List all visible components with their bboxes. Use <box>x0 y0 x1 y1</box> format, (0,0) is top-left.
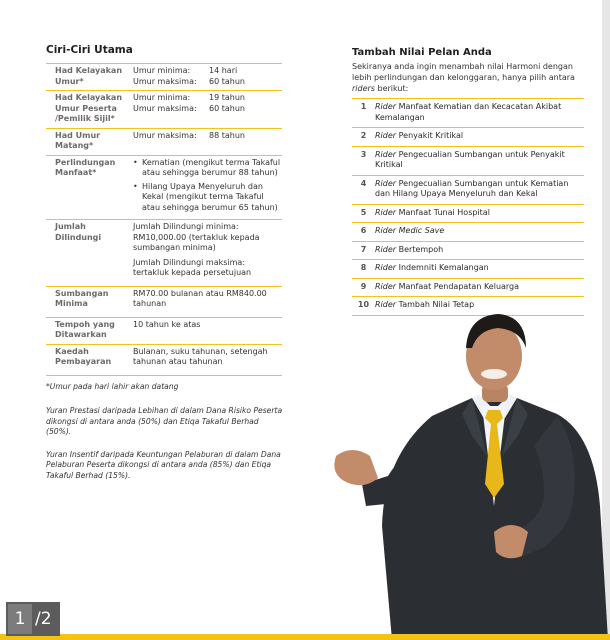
rider-number: 10 <box>357 300 370 309</box>
feature-label: Sumbangan Minima <box>55 288 109 308</box>
feature-label: Jumlah Dilindungi <box>55 222 102 242</box>
rider-text <box>375 208 490 219</box>
feature-key-value: 60 tahun <box>209 103 245 113</box>
feature-label: Perlindungan Manfaat* <box>55 157 116 177</box>
rider-word: Rider <box>375 131 397 140</box>
rider-text <box>375 245 443 256</box>
rider-item <box>352 99 584 128</box>
feature-value <box>133 91 282 129</box>
rider-number: 4 <box>360 178 367 188</box>
rider-text <box>375 150 584 171</box>
riders-intro-end: berikut: <box>374 84 409 93</box>
rider-number: 6 <box>360 226 367 235</box>
feature-key: Umur minima: <box>133 66 191 75</box>
rider-text <box>375 131 463 142</box>
rider-description: Manfaat Pendapatan Keluarga <box>398 281 520 291</box>
feature-key-value: 60 tahun <box>209 76 245 86</box>
feature-value <box>133 317 282 344</box>
feature-paragraph: 10 tahun ke atas <box>133 319 201 329</box>
rider-word: Rider <box>375 149 397 159</box>
rider-number: 8 <box>360 263 367 272</box>
feature-row <box>46 344 282 375</box>
features-section <box>46 44 282 493</box>
feature-paragraph: RM70.00 bulanan atau RM840.00 tahunan <box>133 288 267 308</box>
rider-item <box>352 279 584 298</box>
feature-key-value: 88 tahun <box>209 130 245 140</box>
feature-value <box>133 220 282 287</box>
rider-word: Rider <box>375 263 397 272</box>
rider-item <box>352 223 584 242</box>
feature-label: Had Kelayakan Umur Peserta /Pemilik Sijil* <box>55 93 123 123</box>
rider-item <box>352 205 584 224</box>
age-footnote: *Umur pada hari lahir akan datang <box>46 381 179 391</box>
rider-number: 7 <box>360 244 367 254</box>
current-page[interactable]: 1 <box>8 604 32 634</box>
rider-description: Pengecualian Sumbangan untuk Kematian dan Hilang Upaya Menyeluruh dan Kekal <box>375 178 569 198</box>
riders-intro-text: Sekiranya anda ingin menambah nilai Harmoni dengan lebih perlindungan dan kelonggaran, hanya pilih antara <box>352 62 575 82</box>
rider-word: Rider <box>375 281 397 291</box>
notes <box>46 382 284 482</box>
feature-paragraph: Bulanan, suku tahunan, setengah tahunan atau tahunan <box>133 346 268 366</box>
rider-text <box>375 102 584 123</box>
feature-row <box>46 286 282 317</box>
rider-number: 5 <box>360 207 367 217</box>
riders-intro-emphasis: riders <box>352 84 375 93</box>
rider-description: Bertempoh <box>398 244 444 254</box>
page-indicator[interactable] <box>6 602 60 636</box>
riders-title: Tambah Nilai Pelan Anda <box>352 47 492 58</box>
feature-bullet: • Kematian (mengikut terma Takaful atau sehingga berumur 88 tahun) <box>133 158 282 179</box>
feature-key-value: 19 tahun <box>209 93 245 102</box>
features-table <box>46 63 282 376</box>
feature-value <box>133 128 282 155</box>
feature-paragraph: Jumlah Dilindungi maksima: tertakluk kepada persetujuan <box>133 257 252 277</box>
feature-label: Kaedah Pembayaran <box>55 346 112 366</box>
rider-item <box>352 147 584 176</box>
feature-key: Umur minima: <box>133 93 191 102</box>
rider-item <box>352 128 584 147</box>
feature-row <box>46 220 282 287</box>
rider-text <box>375 179 584 200</box>
rider-text <box>375 282 519 293</box>
feature-value <box>133 344 282 375</box>
feature-row <box>46 128 282 155</box>
feature-row <box>46 155 282 220</box>
feature-label: Tempoh yang Ditawarkan <box>55 319 115 339</box>
rider-list <box>352 98 584 316</box>
rider-number: 2 <box>360 131 367 140</box>
rider-item <box>352 260 584 279</box>
rider-number: 9 <box>360 281 367 291</box>
feature-kv <box>133 131 282 142</box>
feature-label: Had Kelayakan Umur* <box>55 66 123 86</box>
rider-word: Rider <box>375 102 397 111</box>
feature-kv <box>133 104 282 115</box>
performance-fee-note: Yuran Prestasi daripada Lebihan di dalam Dana Risiko Peserta dikongsi di antara anda (50%) dan Etiqa Takaful Berhad (50%). <box>46 406 283 436</box>
rider-item <box>352 176 584 205</box>
feature-row <box>46 64 282 91</box>
feature-row <box>46 317 282 344</box>
feature-value <box>133 286 282 317</box>
rider-item <box>352 242 584 261</box>
feature-label: Had Umur Matang* <box>55 130 101 150</box>
feature-kv <box>133 93 282 104</box>
feature-value <box>133 155 282 220</box>
feature-row <box>46 91 282 129</box>
rider-word: Rider <box>375 244 397 254</box>
riders-section <box>352 47 584 316</box>
rider-text <box>375 263 489 274</box>
feature-bullet: • Hilang Upaya Menyeluruh dan Kekal (mengikut terma Takaful atau sehingga berumur 65 tahun) <box>133 182 282 214</box>
feature-paragraph: Jumlah Dilindungi minima: RM10,000.00 (tertakluk kepada sumbangan minima) <box>133 222 260 252</box>
rider-word: Rider <box>375 207 397 217</box>
feature-value <box>133 64 282 91</box>
feature-key: Umur maksima: <box>133 76 197 86</box>
rider-description: Manfaat Tunai Hospital <box>398 207 490 217</box>
feature-key-value: 14 hari <box>209 66 238 75</box>
rider-text <box>375 226 444 237</box>
rider-description: Manfaat Kematian dan Kecacatan Akibat Kemalangan <box>375 102 562 122</box>
rider-word: Rider <box>375 178 397 188</box>
rider-description: Penyakit Kritikal <box>398 131 464 140</box>
feature-key: Umur maksima: <box>133 103 197 113</box>
feature-kv <box>133 77 282 88</box>
rider-number: 1 <box>360 102 367 111</box>
feature-key: Umur maksima: <box>133 130 197 140</box>
riders-intro <box>352 61 584 94</box>
features-title: Ciri-Ciri Utama <box>46 44 133 56</box>
rider-number: 3 <box>360 149 367 159</box>
rider-description: Tambah Nilai Tetap <box>398 300 475 309</box>
feature-kv <box>133 66 282 77</box>
businessman-illustration <box>322 306 610 640</box>
rider-word: Rider <box>375 300 397 309</box>
rider-description: Indemniti Kemalangan <box>398 263 489 272</box>
incentive-fee-note: Yuran Insentif daripada Keuntungan Pelaburan di dalam Dana Pelaburan Peserta dikongsi di antara anda (85%) dan Etiqa Takaful Berhad (15%). <box>46 449 281 480</box>
rider-word: Rider <box>375 226 397 235</box>
bottom-color-strip <box>0 634 610 640</box>
total-pages: /2 <box>35 609 52 629</box>
rider-description: Medic Save <box>398 226 445 235</box>
rider-description: Pengecualian Sumbangan untuk Penyakit Kritikal <box>375 149 565 169</box>
